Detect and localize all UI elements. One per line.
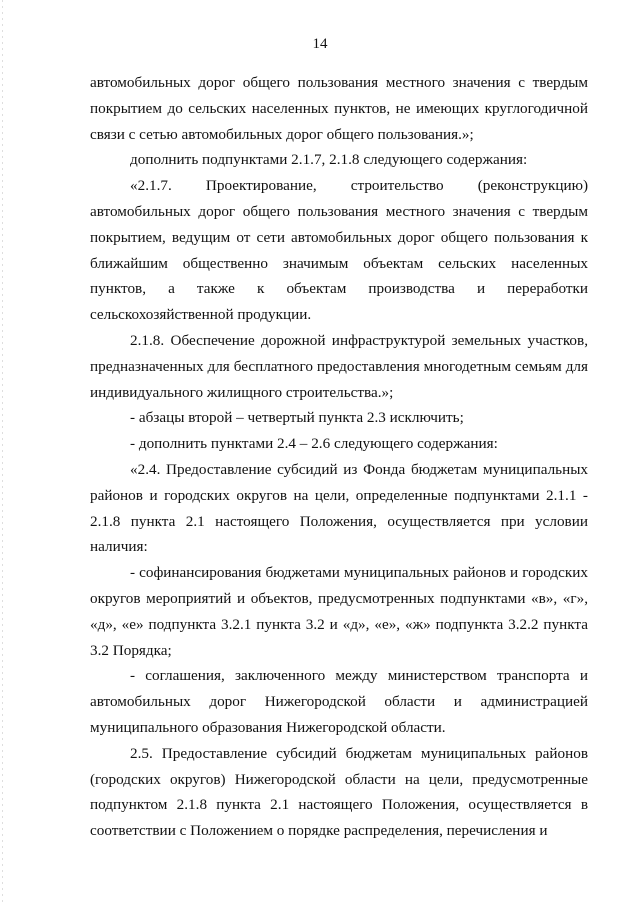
paragraph-p7 — [90, 457, 588, 560]
paragraph-p9 — [90, 663, 588, 740]
paragraph-p10 — [90, 741, 588, 844]
text-line: округов мероприятий и объектов, предусмотренных подпунктами «в», «г», — [90, 589, 588, 607]
text-line: автомобильных дорог Нижегородской области и администрацией — [90, 693, 588, 711]
text-line: - соглашения, заключенного между министерством транспорта и — [130, 667, 588, 685]
text-line: (городских округов) Нижегородской области на цели, предусмотренные — [90, 770, 588, 788]
text-line: пунктов, а также к объектам производства и переработки — [90, 280, 588, 298]
paragraph-p5 — [90, 405, 588, 431]
paragraph-p8 — [90, 560, 588, 663]
text-line: муниципального образования Нижегородской области. — [90, 718, 446, 736]
scan-edge — [2, 0, 3, 905]
text-line: наличия: — [90, 538, 148, 556]
text-line: 3.2 Порядка; — [90, 641, 172, 659]
text-line: - софинансирования бюджетами муниципальных районов и городских — [130, 564, 588, 582]
paragraph-p1 — [90, 70, 588, 147]
text-line: «2.4. Предоставление субсидий из Фонда бюджетам муниципальных — [130, 460, 588, 478]
text-line: «д», «е» подпункта 3.2.1 пункта 3.2 и «д», «е», «ж» подпункта 3.2.2 пункта — [90, 615, 588, 633]
text-line: «2.1.7. Проектирование, строительство (реконструкцию) — [130, 177, 588, 195]
text-line: дополнить подпунктами 2.1.7, 2.1.8 следующего содержания: — [130, 151, 528, 169]
text-line: 2.1.8 пункта 2.1 настоящего Положения, осуществляется при условии — [90, 512, 588, 530]
text-line: автомобильных дорог общего пользования местного значения с твердым — [90, 202, 588, 220]
text-line: 2.1.8. Обеспечение дорожной инфраструктурой земельных участков, — [130, 331, 588, 349]
text-line: 2.5. Предоставление субсидий бюджетам муниципальных районов — [130, 744, 588, 762]
document-body — [90, 70, 588, 844]
paragraph-p3 — [90, 173, 588, 328]
text-line: - дополнить пунктами 2.4 – 2.6 следующего содержания: — [130, 435, 498, 453]
text-line: индивидуального жилищного строительства.»; — [90, 383, 394, 401]
text-line: сельскохозяйственной продукции. — [90, 306, 312, 324]
paragraph-p2 — [90, 147, 588, 173]
text-line: районов и городских округов на цели, определенные подпунктами 2.1.1 - — [90, 486, 588, 504]
text-line: - абзацы второй – четвертый пункта 2.3 исключить; — [130, 409, 464, 427]
text-line: покрытием до сельских населенных пунктов, не имеющих круглогодичной — [90, 99, 588, 117]
text-line: предназначенных для бесплатного предоставления многодетным семьям для — [90, 357, 588, 375]
text-line: связи с сетью автомобильных дорог общего пользования.»; — [90, 125, 474, 143]
text-line: ближайшим общественно значимым объектам сельских населенных — [90, 254, 588, 272]
text-line: соответствии с Положением о порядке распределения, перечисления и — [90, 822, 548, 840]
paragraph-p6 — [90, 431, 588, 457]
page-number: 14 — [312, 36, 328, 52]
paragraph-p4 — [90, 328, 588, 405]
text-line: автомобильных дорог общего пользования местного значения с твердым — [90, 74, 588, 91]
text-line: покрытием, ведущим от сети автомобильных дорог общего пользования к — [90, 228, 588, 246]
text-line: подпунктом 2.1.8 пункта 2.1 настоящего Положения, осуществляется в — [90, 796, 588, 814]
